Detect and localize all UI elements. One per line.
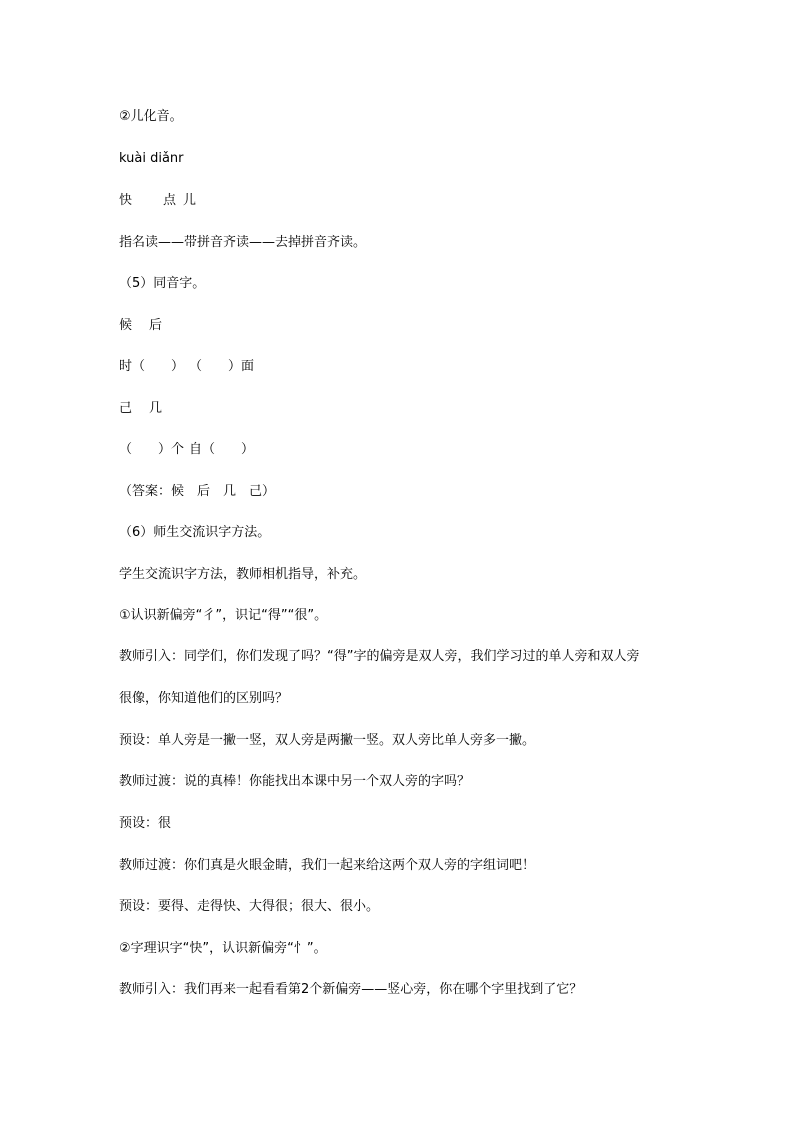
char-er: 儿 <box>183 193 197 208</box>
char-hou-2: 后 <box>149 318 163 333</box>
preset-2: 预设：很 <box>119 816 172 831</box>
pinyin-line: kuài diǎnr <box>119 151 184 166</box>
char-ji-1: 己 <box>119 401 133 416</box>
radical-heading-1: ①认识新偏旁“彳”，识记“得”“很”。 <box>119 608 328 623</box>
teacher-intro-2: 教师引入：我们再来一起看看第2个新偏旁——竖心旁，你在哪个字里找到了它？ <box>119 982 583 997</box>
char-hou-1: 候 <box>119 318 133 333</box>
methods-text: 学生交流识字方法，教师相机指导，补充。 <box>119 567 367 582</box>
blank-mian: （ ）面 <box>189 359 255 374</box>
heading-homophones: （5）同音字。 <box>119 276 206 291</box>
radical-heading-2: ②字理识字“快”，认识新偏旁“忄”。 <box>119 941 327 956</box>
blank-zi: 自（ ） <box>189 442 255 457</box>
reading-instruction: 指名读——带拼音齐读——去掉拼音齐读。 <box>119 235 367 250</box>
char-ji-2: 几 <box>149 401 163 416</box>
char-kuai: 快 <box>119 193 133 208</box>
answer-line: （答案：候 后 几 己） <box>119 484 276 499</box>
teacher-intro-1: 教师引入：同学们，你们发现了吗？“得”字的偏旁是双人旁，我们学习过的单人旁和双人旁 <box>119 649 640 664</box>
char-dian: 点 <box>163 193 177 208</box>
teacher-intro-1-cont: 很像，你知道他们的区别吗？ <box>119 691 289 706</box>
heading-methods: （6）师生交流识字方法。 <box>119 525 271 540</box>
teacher-transition-1: 教师过渡：说的真棒！你能找出本课中另一个双人旁的字吗？ <box>119 774 471 789</box>
heading-erhua: ②儿化音。 <box>119 109 183 124</box>
blank-shi: 时（ ） <box>119 359 185 374</box>
teacher-transition-2: 教师过渡：你们真是火眼金睛，我们一起来给这两个双人旁的字组词吧！ <box>119 858 536 873</box>
preset-3: 预设：要得、走得快、大得很；很大、很小。 <box>119 899 380 914</box>
preset-1: 预设：单人旁是一撇一竖，双人旁是两撇一竖。双人旁比单人旁多一撇。 <box>119 733 536 748</box>
blank-ge: （ ）个 <box>119 442 185 457</box>
